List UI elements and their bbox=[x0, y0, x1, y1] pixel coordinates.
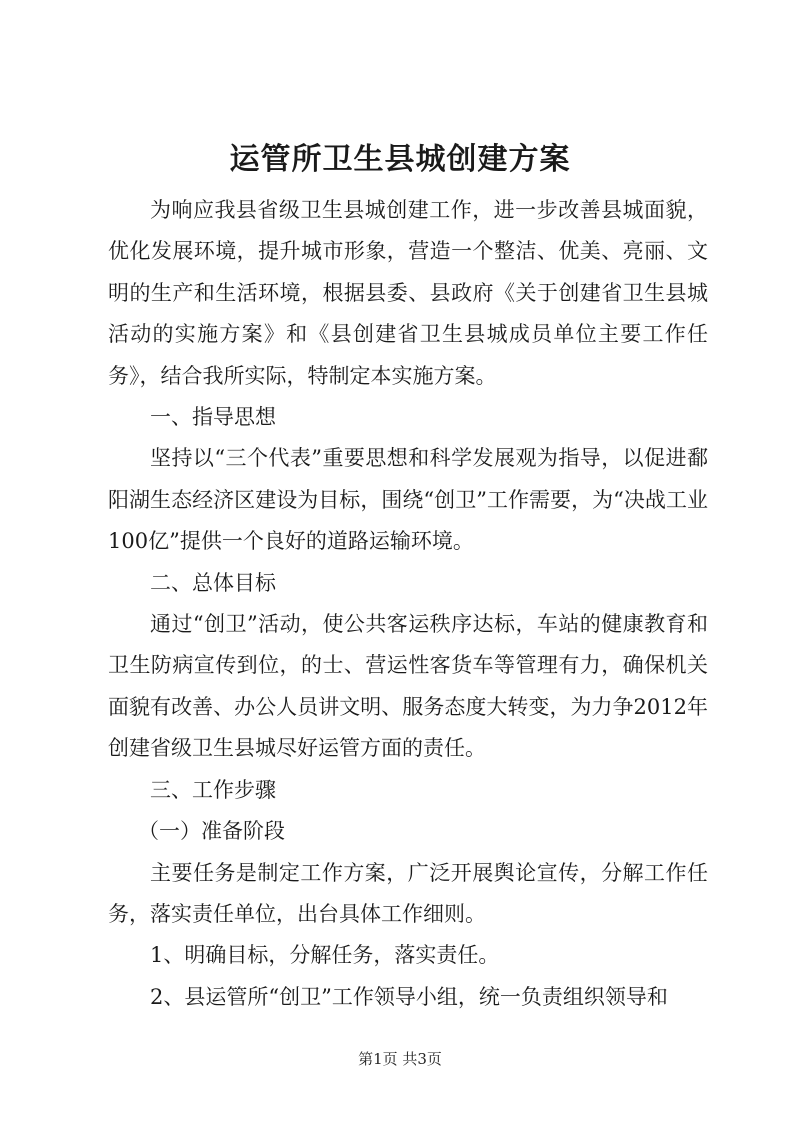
section-heading-overall-goal: 二、总体目标 bbox=[150, 570, 276, 595]
page-footer: 第1页 共3页 bbox=[358, 1050, 442, 1068]
paragraph-guiding-ideology: 坚持以“三个代表”重要思想和科学发展观为指导，以促进鄱阳湖生态经济区建设为目标，围绕“创卫”工作需要，为“决战工业100亿”提供一个良好的道路运输环境。 bbox=[108, 446, 708, 554]
section-heading-work-steps: 三、工作步骤 bbox=[150, 777, 276, 802]
document-title: 运管所卫生县城创建方案 bbox=[229, 142, 571, 177]
paragraph-preparation: 主要任务是制定工作方案，广泛开展舆论宣传，分解工作任务，落实责任单位，出台具体工作细则。 bbox=[108, 860, 708, 926]
document-body bbox=[108, 190, 708, 1018]
paragraph-overall-goal: 通过“创卫”活动，使公共客运秩序达标，车站的健康教育和卫生防病宣传到位，的士、营运性客货车等管理有力，确保机关面貌有改善、办公人员讲文明、服务态度大转变，为力争2012年创建省级卫生县城尽好运管方面的责任。 bbox=[108, 612, 708, 761]
list-item-1: 1、明确目标，分解任务，落实责任。 bbox=[150, 943, 500, 968]
subsection-heading-preparation: （一）准备阶段 bbox=[138, 819, 285, 844]
section-heading-guiding-ideology: 一、指导思想 bbox=[150, 405, 276, 430]
paragraph-intro: 为响应我县省级卫生县城创建工作，进一步改善县城面貌，优化发展环境，提升城市形象，营造一个整洁、优美、亮丽、文明的生产和生活环境，根据县委、县政府《关于创建省卫生县城活动的实施方案》和《县创建省卫生县城成员单位主要工作任务》，结合我所实际，特制定本实施方案。 bbox=[108, 198, 708, 388]
list-item-2: 2、县运管所“创卫”工作领导小组，统一负责组织领导和 bbox=[150, 984, 668, 1009]
